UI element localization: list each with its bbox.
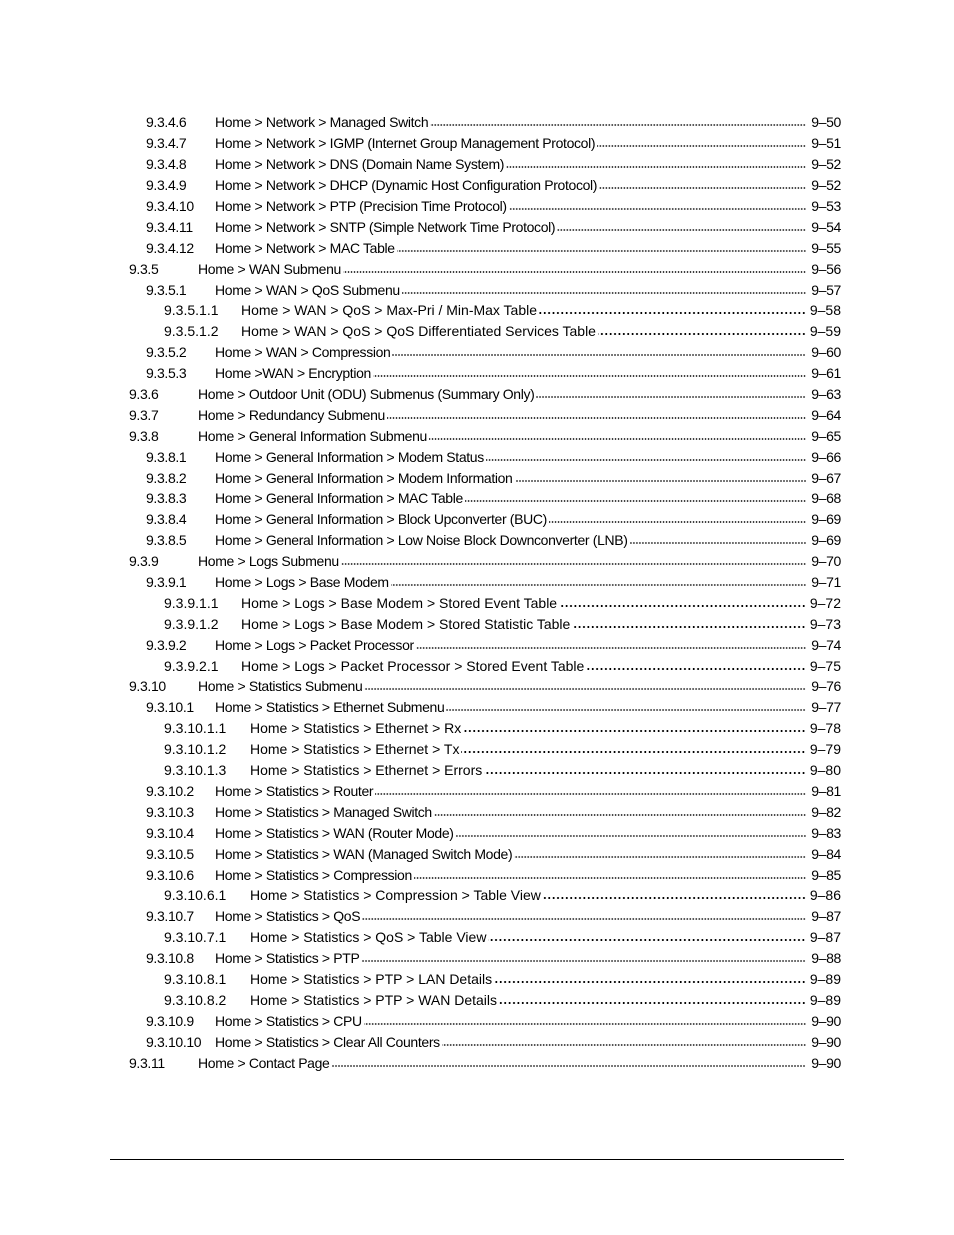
toc-entry-title: Home > WAN > QoS > QoS Differentiated Services Table — [241, 323, 596, 340]
toc-entry-number: 9.3.8.4 — [146, 511, 187, 528]
toc-dot-leader — [557, 228, 806, 232]
toc-entry[interactable] — [0, 133, 841, 154]
toc-entry-number: 9.3.8 — [129, 427, 159, 444]
toc-entry-title: Home > General Information > MAC Table — [215, 490, 463, 507]
toc-entry-number: 9.3.4.12 — [146, 239, 194, 256]
toc-entry[interactable] — [0, 906, 841, 927]
toc-dot-leader — [331, 1064, 806, 1068]
toc-dot-leader — [341, 562, 806, 566]
toc-entry-number: 9.3.10.5 — [146, 845, 194, 862]
toc-entry[interactable] — [0, 467, 841, 488]
toc-entry-page: 9–67 — [811, 469, 841, 486]
toc-entry-title: Home > Statistics > Ethernet > Errors — [250, 762, 483, 779]
toc-dot-leader — [494, 980, 806, 984]
toc-entry-number: 9.3.10.3 — [146, 803, 194, 820]
toc-entry-number: 9.3.10.6.1 — [164, 887, 227, 904]
toc-entry[interactable] — [0, 530, 841, 551]
toc-dot-leader — [364, 1022, 806, 1026]
toc-entry-title: Home > WAN > Compression — [215, 344, 391, 361]
toc-entry[interactable] — [0, 739, 841, 760]
toc-entry-title: Home > Statistics > Compression — [215, 866, 412, 883]
toc-dot-leader — [375, 792, 806, 796]
toc-entry-title: Home > Network > SNTP (Simple Network Time Protocol) — [215, 218, 556, 235]
toc-entry[interactable] — [0, 216, 841, 237]
toc-entry-number: 9.3.9.2 — [146, 636, 187, 653]
toc-entry-number: 9.3.10.2 — [146, 782, 194, 799]
toc-entry-number: 9.3.6 — [129, 386, 159, 403]
toc-entry-number: 9.3.5.1.2 — [164, 323, 219, 340]
toc-entry-number: 9.3.10.8.1 — [164, 970, 227, 987]
toc-entry-title: Home > Statistics > PTP — [215, 950, 360, 967]
toc-entry[interactable] — [0, 948, 841, 969]
toc-entry[interactable] — [0, 342, 841, 363]
toc-entry-title: Home > WAN > QoS Submenu — [215, 281, 400, 298]
toc-entry-number: 9.3.8.2 — [146, 469, 187, 486]
toc-entry-page: 9–52 — [811, 177, 841, 194]
toc-entry-title: Home > Statistics > WAN (Router Mode) — [215, 824, 454, 841]
toc-entry[interactable] — [0, 425, 841, 446]
toc-entry-number: 9.3.11 — [129, 1054, 165, 1071]
toc-dot-leader — [442, 1043, 806, 1047]
toc-dot-leader — [509, 207, 806, 211]
toc-entry-number: 9.3.9.1.2 — [164, 615, 219, 632]
toc-entry[interactable] — [0, 1010, 841, 1031]
toc-entry-title: Home > Statistics > Clear All Counters — [215, 1033, 440, 1050]
toc-dot-leader — [364, 687, 806, 691]
toc-entry-title: Home > Network > IGMP (Internet Group Management Protocol) — [215, 135, 596, 152]
toc-entry[interactable] — [0, 175, 841, 196]
toc-entry-number: 9.3.10.4 — [146, 824, 194, 841]
toc-entry-page: 9–89 — [809, 970, 841, 987]
toc-entry-page: 9–68 — [811, 490, 841, 507]
toc-entry-title: Home > Network > PTP (Precision Time Protocol) — [215, 198, 507, 214]
toc-entry[interactable] — [0, 760, 841, 781]
toc-entry[interactable] — [0, 154, 841, 175]
toc-entry-page: 9–90 — [811, 1012, 841, 1029]
toc-entry[interactable] — [0, 885, 841, 906]
toc-entry-number: 9.3.10.7 — [146, 908, 194, 925]
toc-entry-number: 9.3.4.6 — [146, 114, 187, 131]
toc-entry-page: 9–66 — [811, 448, 841, 465]
toc-entry-number: 9.3.4.11 — [146, 218, 193, 235]
toc-entry[interactable] — [0, 196, 841, 217]
toc-entry-page: 9–89 — [809, 991, 841, 1008]
toc-entry[interactable] — [0, 718, 841, 739]
toc-dot-leader — [598, 332, 806, 336]
toc-dot-leader — [506, 165, 806, 169]
toc-entry-page: 9–84 — [811, 845, 841, 862]
toc-entry-title: Home > Outdoor Unit (ODU) Submenus (Summary Only) — [198, 386, 535, 403]
toc-entry-page: 9–77 — [811, 699, 841, 716]
toc-entry[interactable] — [0, 822, 841, 843]
toc-entry-number: 9.3.4.10 — [146, 198, 194, 214]
toc-dot-leader — [461, 750, 806, 754]
toc-entry-page: 9–69 — [811, 511, 841, 528]
toc-dot-leader — [572, 625, 806, 629]
toc-entry-title: Home > Logs Submenu — [198, 553, 339, 570]
toc-entry-page: 9–63 — [811, 386, 841, 403]
toc-entry[interactable] — [0, 446, 841, 467]
toc-entry-page: 9–82 — [811, 803, 841, 820]
footer-rule — [110, 1159, 844, 1160]
toc-entry-number: 9.3.4.9 — [146, 177, 187, 194]
toc-entry-title: Home > Statistics Submenu — [198, 678, 363, 695]
toc-entry-title: Home > Statistics > CPU — [215, 1012, 362, 1029]
toc-entry-title: Home > Network > Managed Switch — [215, 114, 429, 131]
toc-dot-leader — [387, 416, 806, 420]
toc-entry-title: Home > Statistics > Managed Switch — [215, 803, 432, 820]
toc-entry-title: Home > Logs > Base Modem > Stored Event Table — [241, 594, 558, 611]
toc-entry-number: 9.3.10.8.2 — [164, 991, 227, 1008]
toc-entry[interactable] — [0, 655, 841, 676]
toc-entry-title: Home > Network > MAC Table — [215, 239, 395, 256]
toc-entry-number: 9.3.5.2 — [146, 344, 187, 361]
toc-dot-leader — [539, 311, 806, 315]
toc-dot-leader — [484, 771, 806, 775]
toc-entry-number: 9.3.10.1.3 — [164, 762, 227, 779]
toc-entry-number: 9.3.9.1 — [146, 574, 187, 591]
toc-dot-leader — [597, 144, 806, 148]
toc-entry[interactable] — [0, 258, 841, 279]
toc-entry-page: 9–75 — [809, 657, 841, 674]
toc-entry-number: 9.3.5.1.1 — [164, 302, 219, 319]
toc-entry-number: 9.3.10.9 — [146, 1012, 194, 1029]
toc-entry-number: 9.3.9.1.1 — [164, 594, 219, 611]
toc-entry-title: Home > Logs > Packet Processor — [215, 636, 414, 653]
toc-dot-leader — [515, 479, 807, 483]
toc-entry-page: 9–56 — [811, 260, 841, 277]
toc-entry[interactable] — [0, 927, 841, 948]
toc-entry-page: 9–87 — [811, 908, 841, 925]
toc-dot-leader — [446, 708, 806, 712]
toc-dot-leader — [402, 291, 806, 295]
toc-dot-leader — [488, 938, 806, 942]
toc-entry[interactable] — [0, 864, 841, 885]
toc-entry[interactable] — [0, 592, 841, 613]
toc-entry[interactable] — [0, 572, 841, 593]
toc-entry-number: 9.3.10.8 — [146, 950, 194, 967]
toc-entry-page: 9–73 — [809, 615, 841, 632]
toc-dot-leader — [373, 374, 806, 378]
toc-entry-number: 9.3.9 — [129, 553, 159, 570]
toc-entry-number: 9.3.10.6 — [146, 866, 194, 883]
toc-dot-leader — [465, 499, 806, 503]
toc-entry-page: 9–55 — [811, 239, 841, 256]
toc-entry[interactable] — [0, 112, 841, 133]
toc-entry[interactable] — [0, 321, 841, 342]
toc-dot-leader — [586, 667, 806, 671]
toc-entry-title: Home > WAN Submenu — [198, 260, 341, 277]
toc-entry-title: Home > Statistics > PTP > WAN Details — [250, 991, 498, 1008]
toc-entry[interactable] — [0, 1052, 841, 1073]
toc-entry[interactable] — [0, 279, 841, 300]
toc-entry-number: 9.3.10.1.1 — [164, 720, 227, 737]
toc-entry[interactable] — [0, 801, 841, 822]
toc-dot-leader — [456, 834, 806, 838]
toc-entry[interactable] — [0, 1031, 841, 1052]
toc-dot-leader — [362, 917, 806, 921]
toc-dot-leader — [429, 437, 806, 441]
toc-entry-page: 9–81 — [811, 782, 841, 799]
toc-dot-leader — [630, 541, 806, 545]
toc-entry-title: Home > Contact Page — [198, 1054, 330, 1071]
toc-entry-title: Home >WAN > Encryption — [215, 365, 371, 382]
toc-entry-page: 9–52 — [811, 156, 841, 173]
toc-entry[interactable] — [0, 634, 841, 655]
toc-dot-leader — [392, 353, 806, 357]
toc-entry-title: Home > Statistics > QoS — [215, 908, 361, 925]
toc-entry-page: 9–76 — [811, 678, 841, 695]
toc-entry[interactable] — [0, 363, 841, 384]
toc-entry[interactable] — [0, 969, 841, 990]
toc-dot-leader — [514, 855, 806, 859]
toc-dot-leader — [463, 729, 806, 733]
toc-entry-number: 9.3.4.7 — [146, 135, 187, 152]
toc-entry-page: 9–86 — [809, 887, 841, 904]
toc-dot-leader — [536, 395, 806, 399]
toc-entry[interactable] — [0, 509, 841, 530]
toc-entry-page: 9–85 — [811, 866, 841, 883]
toc-entry-title: Home > General Information > Modem Status — [215, 448, 484, 465]
toc-entry[interactable] — [0, 676, 841, 697]
toc-entry-number: 9.3.10.7.1 — [164, 929, 227, 946]
toc-entry-number: 9.3.9.2.1 — [164, 657, 219, 674]
toc-entry-title: Home > Redundancy Submenu — [198, 406, 385, 423]
toc-dot-leader — [391, 583, 806, 587]
toc-entry-page: 9–69 — [811, 532, 841, 549]
toc-entry-title: Home > Statistics > WAN (Managed Switch Mode) — [215, 845, 513, 862]
toc-entry-title: Home > Logs > Packet Processor > Stored Event Table — [241, 657, 585, 674]
toc-entry-number: 9.3.7 — [129, 406, 159, 423]
toc-entry-page: 9–79 — [809, 741, 841, 758]
toc-entry-page: 9–58 — [809, 302, 841, 319]
toc-entry-page: 9–60 — [811, 344, 841, 361]
toc-dot-leader — [397, 249, 806, 253]
toc-dot-leader — [343, 270, 806, 274]
toc-entry-page: 9–88 — [811, 950, 841, 967]
toc-entry[interactable] — [0, 843, 841, 864]
toc-entry[interactable] — [0, 384, 841, 405]
toc-entry[interactable] — [0, 697, 841, 718]
toc-entry-number: 9.3.5.3 — [146, 365, 187, 382]
toc-entry-page: 9–54 — [811, 218, 841, 235]
toc-entry-number: 9.3.10.1.2 — [164, 741, 227, 758]
toc-entry-title: Home > Network > DNS (Domain Name System) — [215, 156, 505, 173]
toc-dot-leader — [499, 1001, 806, 1005]
toc-dot-leader — [361, 959, 806, 963]
toc-entry-title: Home > Statistics > Router — [215, 782, 374, 799]
toc-dot-leader — [543, 896, 806, 900]
toc-entry-title: Home > Statistics > Ethernet Submenu — [215, 699, 445, 716]
toc-entry-page: 9–59 — [809, 323, 841, 340]
toc-entry-number: 9.3.8.5 — [146, 532, 187, 549]
toc-entry-page: 9–87 — [809, 929, 841, 946]
toc-entry-page: 9–90 — [811, 1054, 841, 1071]
toc-entry-page: 9–72 — [809, 594, 841, 611]
toc-entry-page: 9–57 — [811, 281, 841, 298]
toc-entry-number: 9.3.5 — [129, 260, 159, 277]
toc-dot-leader — [486, 458, 806, 462]
toc-dot-leader — [559, 604, 806, 608]
toc-dot-leader — [414, 876, 806, 880]
toc-entry-number: 9.3.5.1 — [146, 281, 187, 298]
toc-dot-leader — [549, 520, 806, 524]
toc-entry-page: 9–50 — [811, 114, 841, 131]
toc-entry-number: 9.3.10.1 — [146, 699, 194, 716]
toc-entry-page: 9–51 — [811, 135, 841, 152]
toc-dot-leader — [430, 123, 806, 127]
toc-entry[interactable] — [0, 404, 841, 425]
toc-entry-title: Home > General Information > Block Upconverter (BUC) — [215, 511, 547, 528]
toc-entry-page: 9–65 — [811, 427, 841, 444]
toc-entry-title: Home > Network > DHCP (Dynamic Host Configuration Protocol) — [215, 177, 598, 194]
toc-entry-number: 9.3.10 — [129, 678, 166, 695]
toc-dot-leader — [434, 813, 806, 817]
toc-entry[interactable] — [0, 613, 841, 634]
toc-entry[interactable] — [0, 488, 841, 509]
toc-entry-number: 9.3.8.3 — [146, 490, 187, 507]
toc-entry-number: 9.3.4.8 — [146, 156, 187, 173]
toc-entry-page: 9–78 — [809, 720, 841, 737]
toc-entry-title: Home > Statistics > Compression > Table View — [250, 887, 541, 904]
toc-entry-page: 9–90 — [811, 1033, 841, 1050]
toc-entry-title: Home > General Information > Low Noise Block Downconverter (LNB) — [215, 532, 628, 549]
toc-entry-title: Home > Logs > Base Modem — [215, 574, 389, 591]
toc-entry-page: 9–53 — [811, 198, 841, 214]
toc-entry[interactable] — [0, 781, 841, 802]
toc-entry-number: 9.3.10.10 — [146, 1033, 202, 1050]
toc-entry-title: Home > Statistics > QoS > Table View — [250, 929, 487, 946]
toc-entry-page: 9–71 — [811, 574, 841, 591]
toc-dot-leader — [599, 186, 806, 190]
table-of-contents — [0, 112, 954, 1073]
toc-entry-title: Home > Statistics > Ethernet > Tx — [250, 741, 460, 758]
toc-entry-title: Home > Statistics > PTP > LAN Details — [250, 970, 493, 987]
toc-entry-page: 9–70 — [811, 553, 841, 570]
toc-entry-number: 9.3.8.1 — [146, 448, 187, 465]
toc-entry-page: 9–64 — [811, 406, 841, 423]
toc-entry-title: Home > WAN > QoS > Max-Pri / Min-Max Table — [241, 302, 538, 319]
toc-entry[interactable] — [0, 237, 841, 258]
toc-entry[interactable] — [0, 989, 841, 1010]
toc-entry-title: Home > Statistics > Ethernet > Rx — [250, 720, 462, 737]
toc-entry-page: 9–80 — [809, 762, 841, 779]
toc-entry-page: 9–61 — [811, 365, 841, 382]
toc-entry-page: 9–83 — [811, 824, 841, 841]
toc-entry-page: 9–74 — [811, 636, 841, 653]
toc-dot-leader — [416, 646, 806, 650]
toc-entry-title: Home > General Information Submenu — [198, 427, 427, 444]
toc-entry-title: Home > Logs > Base Modem > Stored Statistic Table — [241, 615, 571, 632]
toc-entry[interactable] — [0, 551, 841, 572]
toc-entry-title: Home > General Information > Modem Information — [215, 469, 513, 486]
toc-entry[interactable] — [0, 300, 841, 321]
